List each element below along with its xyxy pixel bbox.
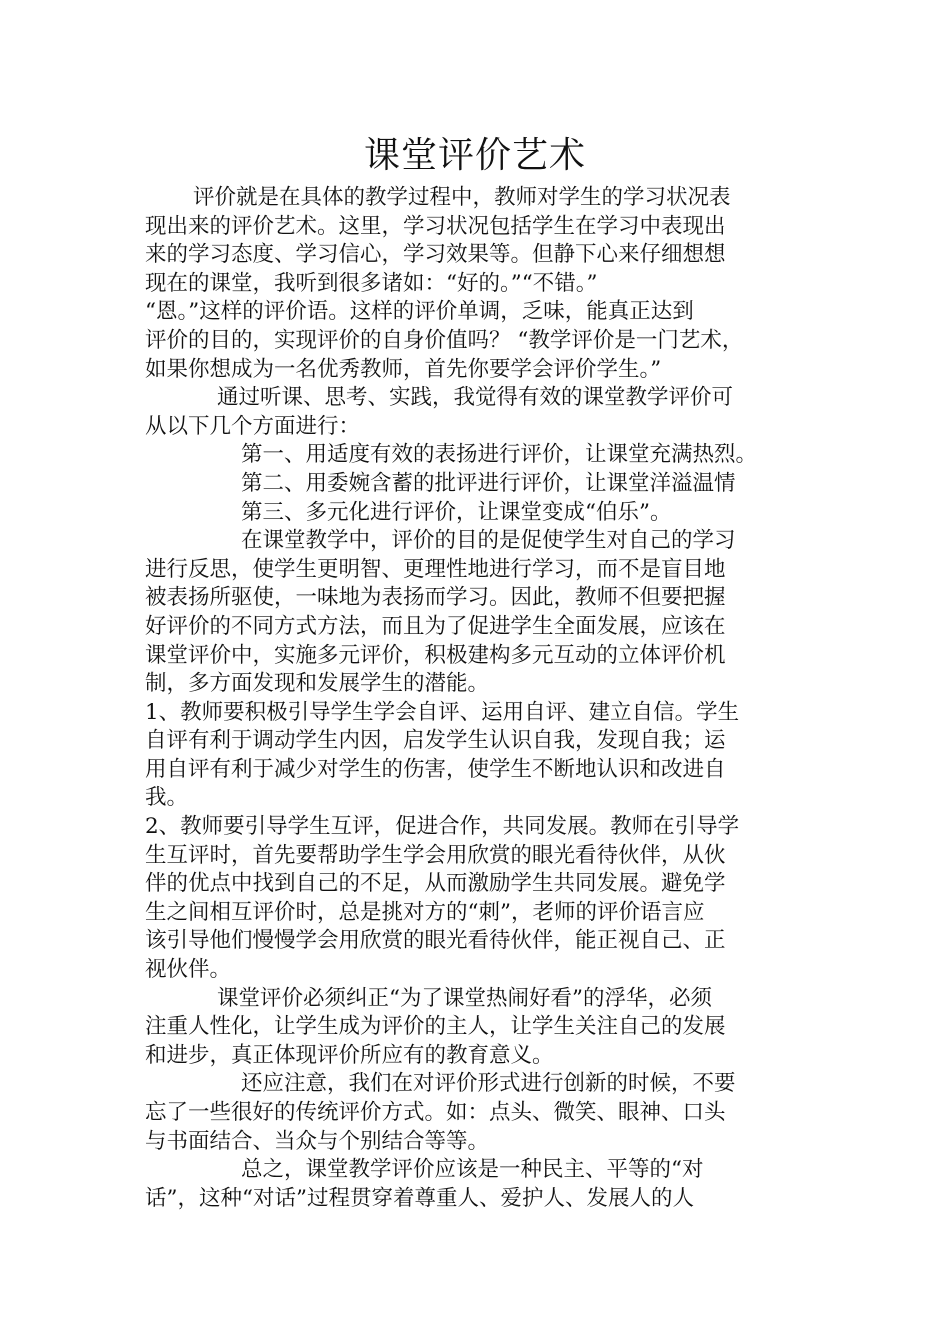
paragraph-line: 生互评时，首先要帮助学生学会用欣赏的眼光看待伙伴，从伙 [145,842,726,868]
paragraph-line: 话”，这种“对话”过程贯穿着尊重人、爱护人、发展人的人 [145,1185,694,1211]
paragraph-line: 忘了一些很好的传统评价方式。如：点头、微笑、眼神、口头 [145,1100,726,1125]
paragraph [145,813,810,985]
paragraph-line: 被表扬所驱使，一味地为表扬而学习。因此，教师不但要把握 [145,585,726,611]
paragraph-line: 如果你想成为一名优秀教师，首先你要学会评价学生。” [145,356,662,382]
paragraph-line: 来的学习态度、学习信心，学习效果等。但静下心来仔细想想 [145,242,726,268]
paragraph-line: “恩。”这样的评价语。这样的评价单调，乏味，能真正达到 [145,299,694,325]
paragraph-line: 通过听课、思考、实践，我觉得有效的课堂教学评价可 [217,385,734,411]
paragraph-line: 课堂评价必须纠正“为了课堂热闹好看”的浮华，必须 [217,985,712,1011]
paragraph [145,1156,810,1213]
paragraph-line: 伴的优点中找到自己的不足，从而激励学生共同发展。避免学 [145,871,726,897]
paragraph-line: 注重人性化，让学生成为评价的主人，让学生关注自己的发展 [145,1014,726,1040]
paragraph-line: 生之间相互评价时，总是挑对方的“刺”，老师的评价语言应 [145,899,705,925]
paragraph-line: 现在的课堂，我听到很多诸如：“好的。”“不错。” [145,270,598,296]
paragraph-line: 与书面结合、当众与个别结合等等。 [145,1128,490,1154]
paragraph-line: 进行反思，使学生更明智、更理性地进行学习，而不是盲目地 [145,556,726,582]
paragraph-line: 在课堂教学中，评价的目的是促使学生对自己的学习 [241,528,736,554]
paragraph-line: 总之，课堂教学评价应该是一种民主、平等的“对 [241,1157,704,1183]
paragraph-line: 用自评有利于减少对学生的伤害，使学生不断地认识和改进自 [145,756,726,782]
paragraph [145,441,810,470]
paragraph [145,1070,810,1156]
paragraph-line: 第二、用委婉含蓄的批评进行评价，让课堂洋溢温情 [241,470,736,496]
paragraph [145,527,810,699]
paragraph-line: 从以下几个方面进行： [145,413,361,439]
paragraph-line: 评价就是在具体的教学过程中，教师对学生的学习状况表 [193,185,731,210]
paragraph-line: 视伙伴。 [145,957,232,983]
paragraph-line: 评价的目的，实现评价的自身价值吗？ “教学评价是一门艺术， [145,327,744,353]
paragraph-line: 还应注意，我们在对评价形式进行创新的时候，不要 [241,1071,736,1097]
paragraph [145,699,810,813]
paragraph-line: 自评有利于调动学生内因，启发学生认识自我，发现自我；运 [145,728,726,754]
document-body [145,184,810,1213]
paragraph-line: 我。 [145,785,189,811]
paragraph [145,184,810,384]
paragraph [145,384,810,441]
paragraph-line: 2、教师要引导学生互评，促进合作，共同发展。教师在引导学 [145,814,740,840]
paragraph-line: 课堂评价中，实施多元评价，积极建构多元互动的立体评价机 [145,642,726,668]
paragraph-line: 现出来的评价艺术。这里，学习状况包括学生在学习中表现出 [145,213,726,239]
paragraph-line: 该引导他们慢慢学会用欣赏的眼光看待伙伴，能正视自己、正 [145,928,726,954]
paragraph-line: 第三、多元化进行评价，让课堂变成“伯乐”。 [241,499,672,525]
document-title: 课堂评价艺术 [363,135,586,176]
paragraph-line: 制，多方面发现和发展学生的潜能。 [145,671,490,697]
paragraph-line: 1、教师要积极引导学生学会自评、运用自评、建立自信。学生 [145,699,740,725]
paragraph-line: 和进步，真正体现评价所应有的教育意义。 [145,1042,554,1068]
paragraph [145,499,810,528]
paragraph-line: 好评价的不同方式方法，而且为了促进学生全面发展，应该在 [145,613,726,639]
paragraph [145,985,810,1071]
paragraph [145,470,810,499]
paragraph-line: 第一、用适度有效的表扬进行评价，让课堂充满热烈。 [241,442,758,468]
